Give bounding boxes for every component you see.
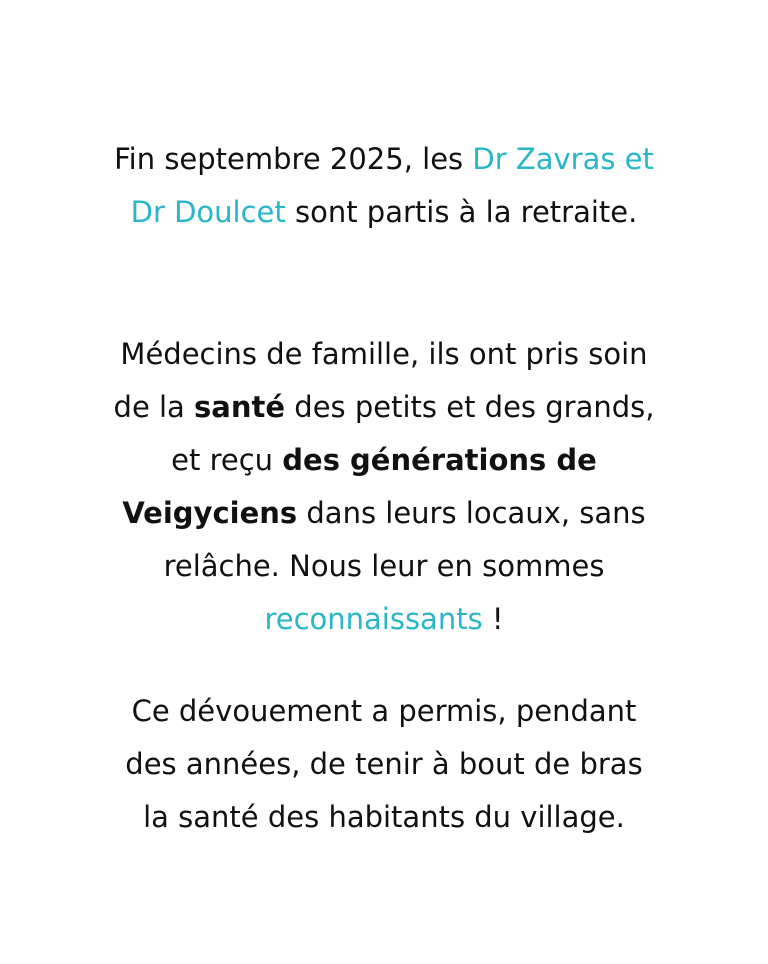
tribute-line-3 bbox=[40, 434, 728, 487]
tribute-text: de la bbox=[113, 390, 195, 424]
tribute-line-2 bbox=[40, 381, 728, 434]
announcement-text: sont partis à la retraite. bbox=[285, 195, 638, 229]
announcement-line-1 bbox=[40, 133, 728, 186]
generations-bold-text: des générations de bbox=[282, 443, 597, 477]
announcement-text: Fin septembre 2025, les bbox=[114, 142, 473, 176]
tribute-line-1: Médecins de famille, ils ont pris soin bbox=[120, 337, 648, 371]
tribute-paragraph bbox=[40, 328, 728, 646]
dedication-line-2: des années, de tenir à bout de bras bbox=[125, 747, 643, 781]
dedication-line-1: Ce dévouement a permis, pendant bbox=[131, 694, 637, 728]
residents-bold-text: Veigyciens bbox=[122, 496, 298, 530]
health-bold-text: santé bbox=[194, 390, 286, 424]
tribute-text: dans leurs locaux, sans bbox=[297, 496, 646, 530]
tribute-line-4 bbox=[40, 487, 728, 540]
doctors-names-highlight: Dr Zavras et bbox=[472, 142, 654, 176]
tribute-text: des petits et des grands, bbox=[285, 390, 655, 424]
doctor-name-highlight: Dr Doulcet bbox=[130, 195, 286, 229]
tribute-text: et reçu bbox=[171, 443, 283, 477]
tribute-line-6 bbox=[40, 593, 728, 646]
announcement-line-2 bbox=[40, 186, 728, 239]
dedication-line-3: la santé des habitants du village. bbox=[143, 800, 625, 834]
tribute-line-5: relâche. Nous leur en sommes bbox=[163, 549, 605, 583]
dedication-paragraph bbox=[40, 685, 728, 844]
grateful-highlight: reconnaissants bbox=[264, 602, 483, 636]
retirement-announcement-paragraph bbox=[40, 133, 728, 239]
tribute-text: ! bbox=[482, 602, 504, 636]
